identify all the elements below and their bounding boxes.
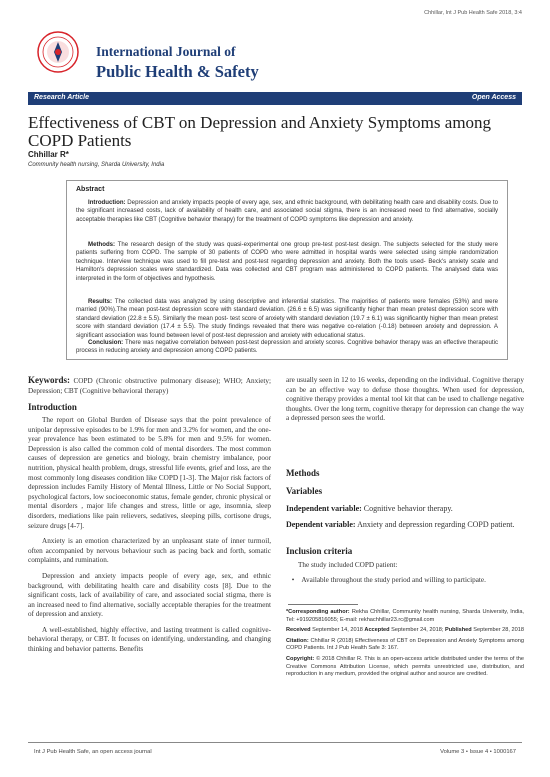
- author-affiliation: Community health nursing, Sharda University, India: [28, 162, 165, 168]
- methods-heading: Methods: [286, 468, 320, 478]
- intro-paragraph-1: The report on Global Burden of Disease says that the point prevalence of unipolar depressive episodes to be 1.9% for men and 3.2% for women, and the one-year prevalence has been estimated to be 5.8% for men and 9.5% for women. Depression is also called the common cold of mental disorders. The most common causes of depression are genetics and biology, brain chemistry imbalance, poor nutrition, physical health problem, drugs, stressful life events, grief and loss, are the most commonly long diseases condition like COPD [1-3]. The Major risk factors of depression includes Family History of Mental Illness, Little or No Social Support, psychological factors, low socioeconomic status, female gender, chronic physical or mental disorders , major life changes and stress, little or age, insomnia, sleep disorders, mediations like pain relievers, sedatives, sleeping pills, cortisone drugs, seizure drugs [4-7].: [28, 416, 271, 530]
- footer-volume: Volume 3 • Issue 4 • 1000167: [440, 749, 516, 755]
- inclusion-criteria-heading: Inclusion criteria: [286, 546, 353, 556]
- dependent-variable-value: Anxiety and depression regarding COPD patient.: [357, 520, 515, 529]
- article-type-banner: [28, 92, 522, 105]
- running-header: Chhillar, Int J Pub Health Safe 2018, 3:4: [424, 10, 522, 16]
- correspondence-block: [286, 609, 524, 679]
- inclusion-intro: The study included COPD patient:: [298, 561, 398, 569]
- accepted-date: September 24, 2018;: [391, 627, 444, 634]
- independent-variable-label: Independent variable:: [286, 504, 362, 513]
- abstract-introduction-label: Introduction:: [88, 199, 126, 206]
- right-paragraph-1: are usually seen in 12 to 16 weeks, depending on the individual. Cognitive therapy can be an effective way to defuse those thoughts. When used for depression, cognitive therapy provides a mental tool kit that can be used to challenge negative thoughts. Over the long term, cognitive therapy for depression can change the way a depressed person sees the world.: [286, 376, 524, 423]
- variables-heading: Variables: [286, 486, 323, 496]
- abstract-introduction: [76, 199, 498, 224]
- abstract-results: [76, 298, 498, 340]
- corresponding-author-text: Rekha Chhillar, Community health nursing, Sharda University, India, Tel: +919205816055; E-mail: rekhachhillar23.rc@gmail.com: [286, 609, 524, 623]
- intro-paragraph-4: A well-established, highly effective, and lasting treatment is called cognitive-behavioral therapy, or CBT. It focuses on identifying, understanding, and changing thinking and behavior patterns. Benefits: [28, 625, 271, 654]
- citation-label: Citation:: [286, 637, 309, 644]
- published-date: September 28, 2018: [473, 627, 524, 634]
- article-type-label: Research Article: [34, 94, 89, 101]
- author-name: Chhillar R*: [28, 150, 69, 159]
- citation-text: Chhillar R (2018) Effectiveness of CBT on Depression and Anxiety Symptoms among COPD Patients. Int J Pub Health Safe 3: 167.: [286, 637, 525, 652]
- received-date: September 14, 2018: [312, 627, 363, 634]
- intro-paragraph-2: Anxiety is an emotion characterized by an unpleasant state of inner turmoil, often accompanied by nervous behaviour such as pacing back and forth, somatic complaints, and rumination.: [28, 537, 271, 565]
- journal-name-line1: International Journal of: [96, 44, 236, 59]
- independent-variable-value: Cognitive behavior therapy.: [363, 504, 453, 513]
- footer-rule: [28, 742, 522, 743]
- accepted-label: Accepted: [364, 627, 390, 634]
- copyright-label: Copyright:: [286, 655, 315, 662]
- keywords-section: [28, 376, 271, 396]
- received-label: Received: [286, 627, 311, 634]
- abstract-conclusion: [76, 339, 498, 356]
- abstract-results-label: Results:: [88, 298, 113, 305]
- inclusion-bullet-item: [286, 576, 524, 586]
- corresponding-author-label: *Corresponding author:: [286, 609, 350, 615]
- published-label: Published: [444, 627, 472, 634]
- keywords-text: COPD (Chronic obstructive pulmonary disease); WHO; Anxiety; Depression; CBT (Cognitive behavioral therapy): [28, 377, 271, 395]
- dependent-variable: [286, 520, 524, 530]
- correspondence-separator: [288, 604, 358, 605]
- right-column-body: [286, 376, 524, 424]
- introduction-heading: Introduction: [28, 402, 77, 412]
- copyright-text: © 2018 Chhillar R. This is an open-access article distributed under the terms of the Creative Commons Attribution License, which permits unrestricted use, distribution, and reproduction in any medium, provided the original author and source are credited.: [286, 655, 524, 678]
- journal-name-line2: Public Health & Safety: [96, 62, 259, 81]
- abstract-heading: Abstract: [76, 186, 105, 193]
- dependent-variable-label: Dependent variable:: [286, 520, 356, 529]
- abstract-introduction-text: Depression and anxiety impacts people of every age, sex, and ethnic background, with debilitating health care and disability costs. Due to the significant increased costs, lack of availability of health care, and associated social stigma, there is an increased need to find alternative, socially acceptable therapies like CBT (Cognitive behavior therapy) for the treatment of COPD symptoms like depression and anxiety.: [76, 199, 498, 223]
- independent-variable: [286, 504, 524, 514]
- abstract-conclusion-text: There was negative correlation between post-test depression and anxiety scores. Cognitive behavior therapy was an effective therapeutic process in reducing anxiety and depression among COPD patients.: [76, 339, 498, 355]
- bullet-icon: •: [291, 576, 295, 584]
- keywords-label: Keywords:: [28, 375, 70, 385]
- introduction-body: [28, 416, 271, 655]
- intro-paragraph-3: Depression and anxiety impacts people of every age, sex, and ethnic background, with debilitating health care and disability costs [8]. Due to the significant costs, lack of availability of care, and associated social stigma, there is an increased need to find alternative, socially acceptable therapies for the treatment of depression and anxiety.: [28, 571, 271, 619]
- abstract-conclusion-label: Conclusion:: [88, 339, 124, 346]
- open-access-label: Open Access: [471, 94, 516, 101]
- footer-journal: Int J Pub Health Safe, an open access journal: [34, 749, 152, 755]
- article-title: Effectiveness of CBT on Depression and Anxiety Symptoms among COPD Patients: [28, 113, 492, 150]
- abstract-methods-text: The research design of the study was quasi-experimental one group pre-test post-test design. The subjects selected for the study were patients suffering from COPD. The sample of 30 patients of COPD who were admitted in hospital wards were selected using simple randomization technique. Interview technique was used to fill pre-test and post-test regarding depression and anxiety. Both the tools used- Beck's anxiety scale and Hamilton's depression scales were standardized. Data was collected and CBT program was administered to COPD patients. The analysed data was interpreted in the form of objectives and hypothesis.: [76, 241, 498, 282]
- abstract-methods: [76, 241, 498, 283]
- abstract-results-text: The collected data was analyzed by using descriptive and inferential statistics. The majorities of patients were females (53%) and were married (90%).The mean post-test depression score with standard deviation. (26.6 ± 6.5) was significantly higher than mean pretest depression score with standard deviation (22.8 ± 5.5). Similarly the mean post- test score of anxiety with standard deviation (19.7 ± 6.1) was significantly higher than mean pretest score with standard deviation (17.4 ± 5.5). The study findings revealed that there was negative co-relation (-0.18) between anxiety and depression. A significant association was found between level of post-test depression and anxiety with educational status.: [76, 298, 498, 339]
- abstract-methods-label: Methods:: [88, 241, 116, 248]
- journal-logo: [36, 30, 80, 74]
- inclusion-bullet-text: Available throughout the study period and willing to participate.: [301, 576, 486, 584]
